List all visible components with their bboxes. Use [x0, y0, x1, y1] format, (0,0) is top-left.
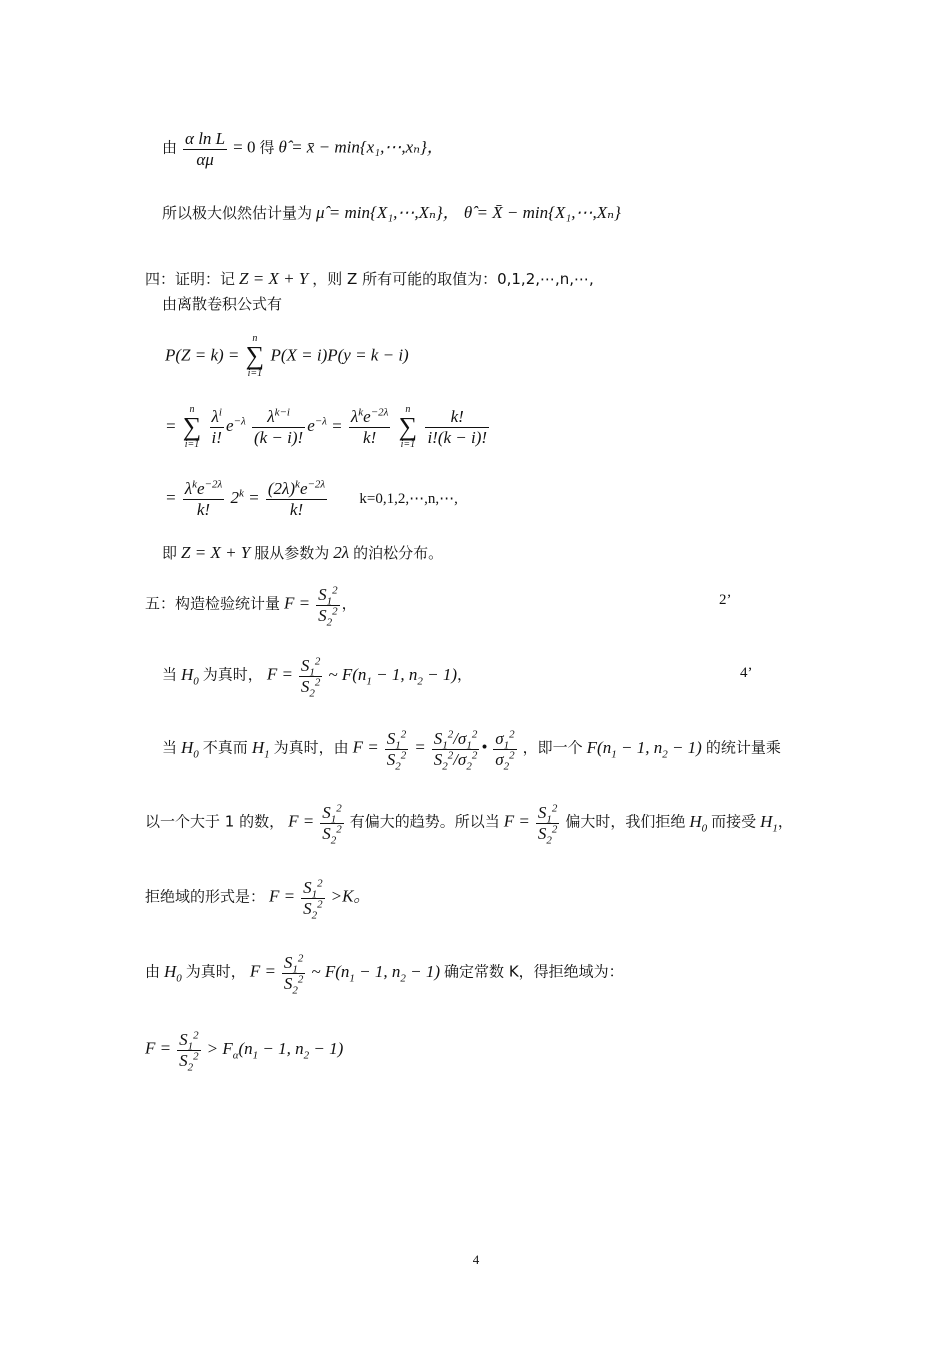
equals-zero: = 0 — [233, 137, 256, 157]
determine-k-line: 由 $H_0$ 为真时， F = $\frac{S_1^2}{S_2^2}$ ~ $F(n_1 - 1$, $n_2 - 1$) 确定常数 K，得拒绝域为： — [145, 952, 624, 996]
rejection-form-line: 拒绝域的形式是： F = $\frac{S_1^2}{S_2^2}$ >K。 — [145, 877, 371, 921]
convolution-eq-1: P(Z = k) = n ∑ i=1 P(X = i)P(y = k − i) — [165, 333, 409, 379]
section-4-heading: 四：证明：记 Z = X + Y ，则 Z 所有可能的取值为：0,1,2,⋯,n,⋯, — [145, 269, 594, 288]
param-2lambda: 2λ — [333, 543, 350, 562]
page-number: 4 — [472, 1252, 480, 1267]
estimator-formula: μ̂ = min{X₁,⋯,Xₙ}， θ̂ = X̄ − min{X₁,⋯,Xₙ} — [316, 203, 621, 222]
theta-hat-expression: θ̂ = x̄ − min{x₁,⋯,xₙ}， — [278, 137, 444, 157]
text-de: 得 — [259, 138, 275, 157]
k-range: k=0,1,2,⋯,n,⋯, — [359, 490, 458, 507]
poisson-conclusion: 即 Z = X + Y 服从参数为 2λ 的泊松分布。 — [162, 543, 444, 562]
text-you: 由 — [162, 138, 178, 157]
convolution-text: 由离散卷积公式有 — [162, 295, 283, 313]
section-5-heading: 五：构造检验统计量 F = $\frac{S_1^2}{S_2^2}$ ， — [145, 584, 357, 628]
score-mark-2: 2’ — [719, 592, 732, 608]
estimator-text: 所以极大似然估计量为 — [162, 204, 313, 222]
z-definition: Z = X + Y — [239, 269, 309, 288]
derivative-fraction: $\frac{\text{α ln L}}{\alpha\mu}$ — [185, 129, 226, 169]
tendency-line: 以一个大于 1 的数， F = $\frac{S_1^2}{S_2^2}$ 有偏大的趋势。所以当 F = $\frac{S_1^2}{S_2^2}$ 偏大时，我们拒绝 $H_0$ 而接受 $H_1$， — [145, 802, 793, 846]
convolution-eq-2: = n ∑ i=1 $\frac{\lambda^i}{i!}$ $e^{-\lambda}$ $\frac{\lambda^{k-i}}{(k - i)!}$ $e^{-\lambda}$ = $\frac{\lambda^ke^{-2\lambda}}{k!}$ n ∑ i=1 $\frac{k!}{i!(k - i)!}$ — [165, 404, 488, 450]
h1-line: 当 $H_0$ 不真而 $H_1$ 为真时，由 F = $\frac{S_1^2}{S_2^2}$ = $\frac{S_1^2/\sigma_1^2}{S_2^2/\sigma_2^2}$ • $\frac{\sigma_1^2}{\sigma_2^2}$ ，即一个 $F(n_1 - 1$, $n_2 - 1$) 的统计量乘 — [162, 728, 781, 772]
score-mark-4: 4’ — [740, 665, 753, 681]
rejection-region-formula: F = $\frac{S_1^2}{S_2^2}$ > $F_\alpha(n_1 - 1$, $n_2 - 1$) — [145, 1029, 344, 1073]
sum-symbol: n ∑ i=1 — [245, 333, 265, 379]
h0-distribution-line: 当 $H_0$ 为真时， F = $\frac{S_1^2}{S_2^2}$ ~ $F(n_1 - 1$, $n_2 - 1$)， — [162, 655, 473, 699]
convolution-eq-3: = $\frac{\lambda^ke^{-2\lambda}}{k!}$ $2^k$ = $\frac{(2\lambda)^ke^{-2\lambda}}{k!}$ k=0,1,2,⋯,n,⋯, — [165, 478, 458, 519]
mle-derivative-line — [162, 129, 444, 169]
mle-estimator-line — [162, 204, 621, 222]
